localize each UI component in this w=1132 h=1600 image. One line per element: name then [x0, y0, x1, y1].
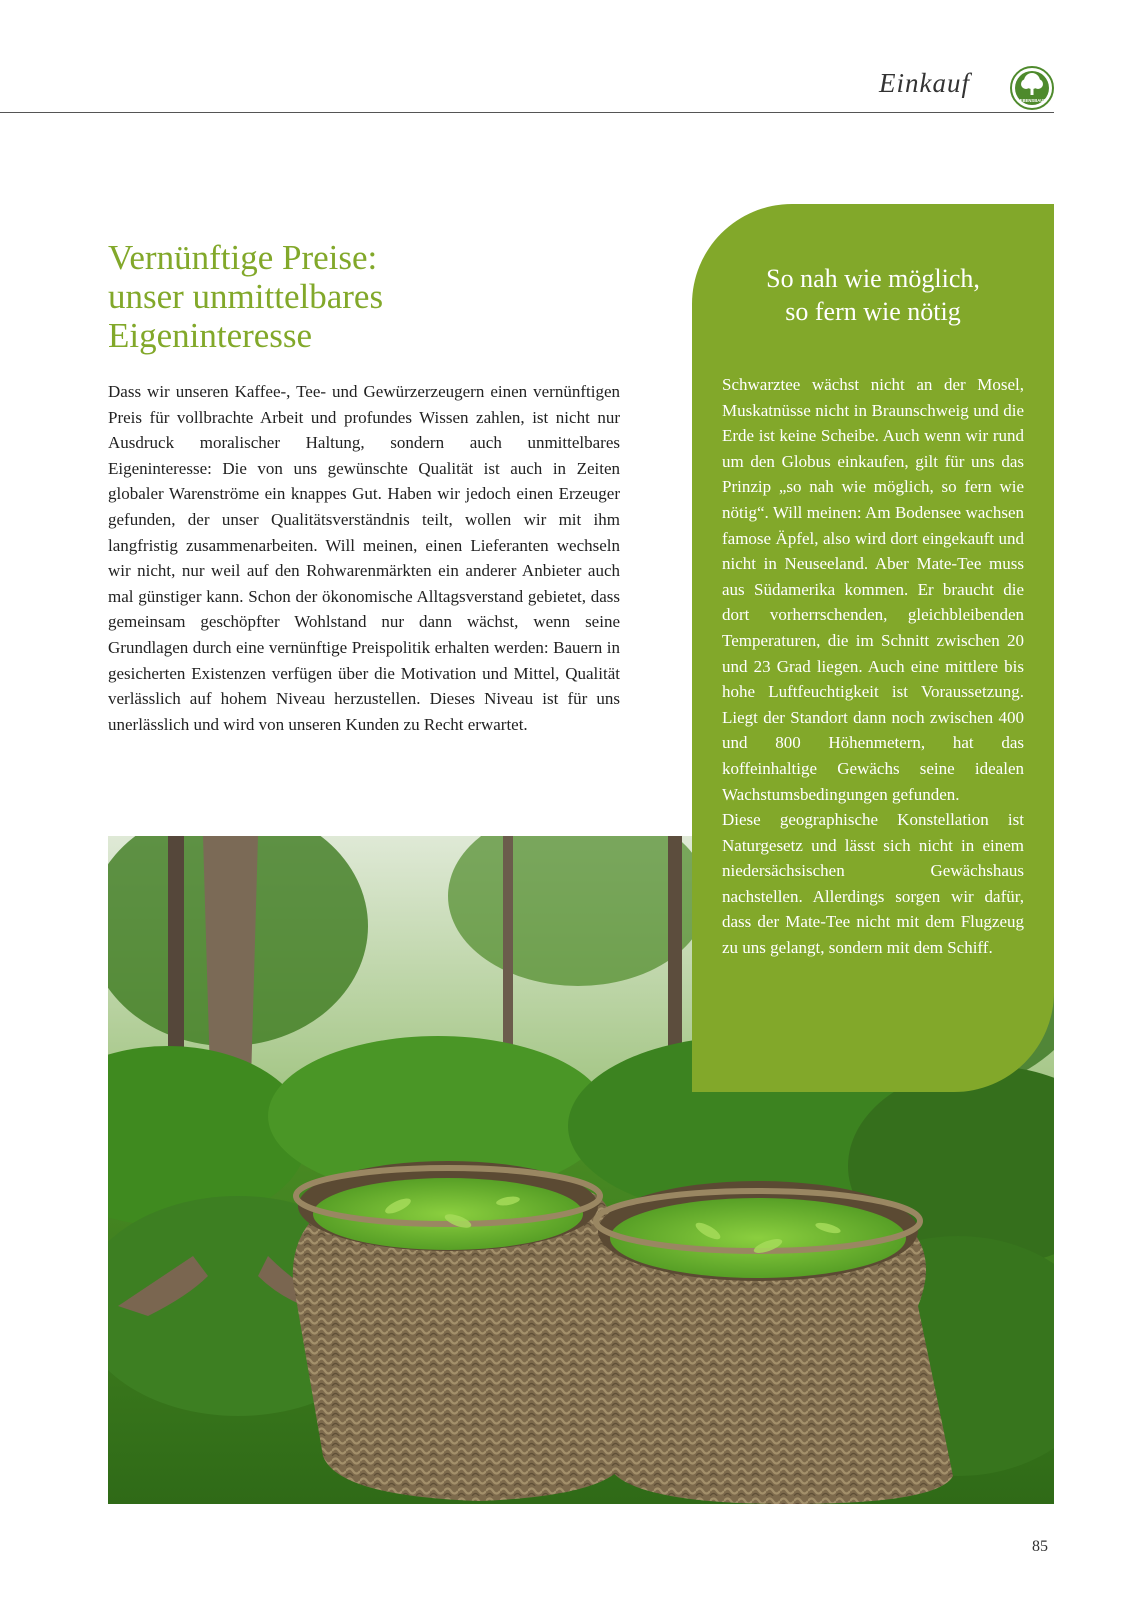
sidebar-box — [692, 204, 1054, 1092]
headline-line: Vernünftige Preise: — [108, 238, 378, 277]
tree-seal-logo — [1010, 66, 1054, 110]
article-headline — [108, 238, 628, 355]
logo-text: LEBENSBAUM — [1017, 98, 1047, 103]
sidebar-paragraph: Schwarztee wächst nicht an der Mosel, Muskatnüsse nicht in Braunschweig und die Erde ist keine Scheibe. Auch wenn wir rund um den Globus einkaufen, gilt für uns das Prinzip „so nah wie möglich, so fern wie nötig“. Will meinen: Am Bodensee wachsen famose Äpfel, also wird dort eingekauft und nicht in Neuseeland. Aber Mate-Tee muss aus Südamerika kommen. Er braucht die dort vorherrschenden, gleichbleibenden Temperaturen, die im Schnitt zwischen 20 und 23 Grad liegen. Auch eine mittlere bis hohe Luftfeuchtigkeit ist Voraussetzung. Liegt der Standort dann noch zwischen 400 und 800 Höhenmetern, hat das koffeinhaltige Gewächs seine idealen Wachstumsbedingungen gefunden. — [722, 375, 1024, 804]
article-body: Dass wir unseren Kaffee-, Tee- und Gewürzerzeugern einen vernünftigen Preis für vollbrachte Arbeit und profundes Wissen zahlen, ist nicht nur Ausdruck moralischer Haltung, sondern auch unmittelbares Eigeninteresse: Die von uns gewünschte Qualität ist auch in Zeiten globaler Warenströme ein knappes Gut. Haben wir jedoch einen Erzeuger gefunden, der unser Qualitätsverständnis teilt, wollen wir mit ihm langfristig zusammenarbeiten. Will meinen, einen Lieferanten wechseln wir nicht, nur weil auf den Rohwarenmärkten ein anderer Anbieter auch mal günstiger kann. Schon der ökonomische Alltagsverstand gebietet, dass gemeinsam geschöpfter Wohlstand nur dann wächst, wenn seine Grundlagen durch eine vernünftige Preispolitik erhalten werden: Bauern in gesicherten Existenzen verfügen über die Motivation und Mittel, Qualität verlässlich auf hohem Niveau herzustellen. Dieses Niveau ist für uns unerlässlich und wird von unseren Kunden zu Recht erwartet. — [108, 382, 620, 734]
headline-line: unser unmittelbares — [108, 277, 384, 316]
sidebar-title — [722, 262, 1024, 328]
page-number: 85 — [1032, 1538, 1048, 1555]
section-title: Einkauf — [879, 68, 970, 98]
sidebar-title-line: So nah wie möglich, — [766, 264, 980, 293]
headline-line: Eigeninteresse — [108, 316, 313, 355]
sidebar-title-line: so fern wie nötig — [785, 297, 961, 326]
sidebar-paragraph: Diese geographische Konstellation ist Naturgesetz und lässt sich nicht in einem niedersächsischen Gewächshaus nachstellen. Allerdings sorgen wir dafür, dass der Mate-Tee nicht mit dem Flugzeug zu uns gelangt, sondern mit dem Schiff. — [722, 810, 1024, 958]
header-divider — [0, 112, 1054, 113]
